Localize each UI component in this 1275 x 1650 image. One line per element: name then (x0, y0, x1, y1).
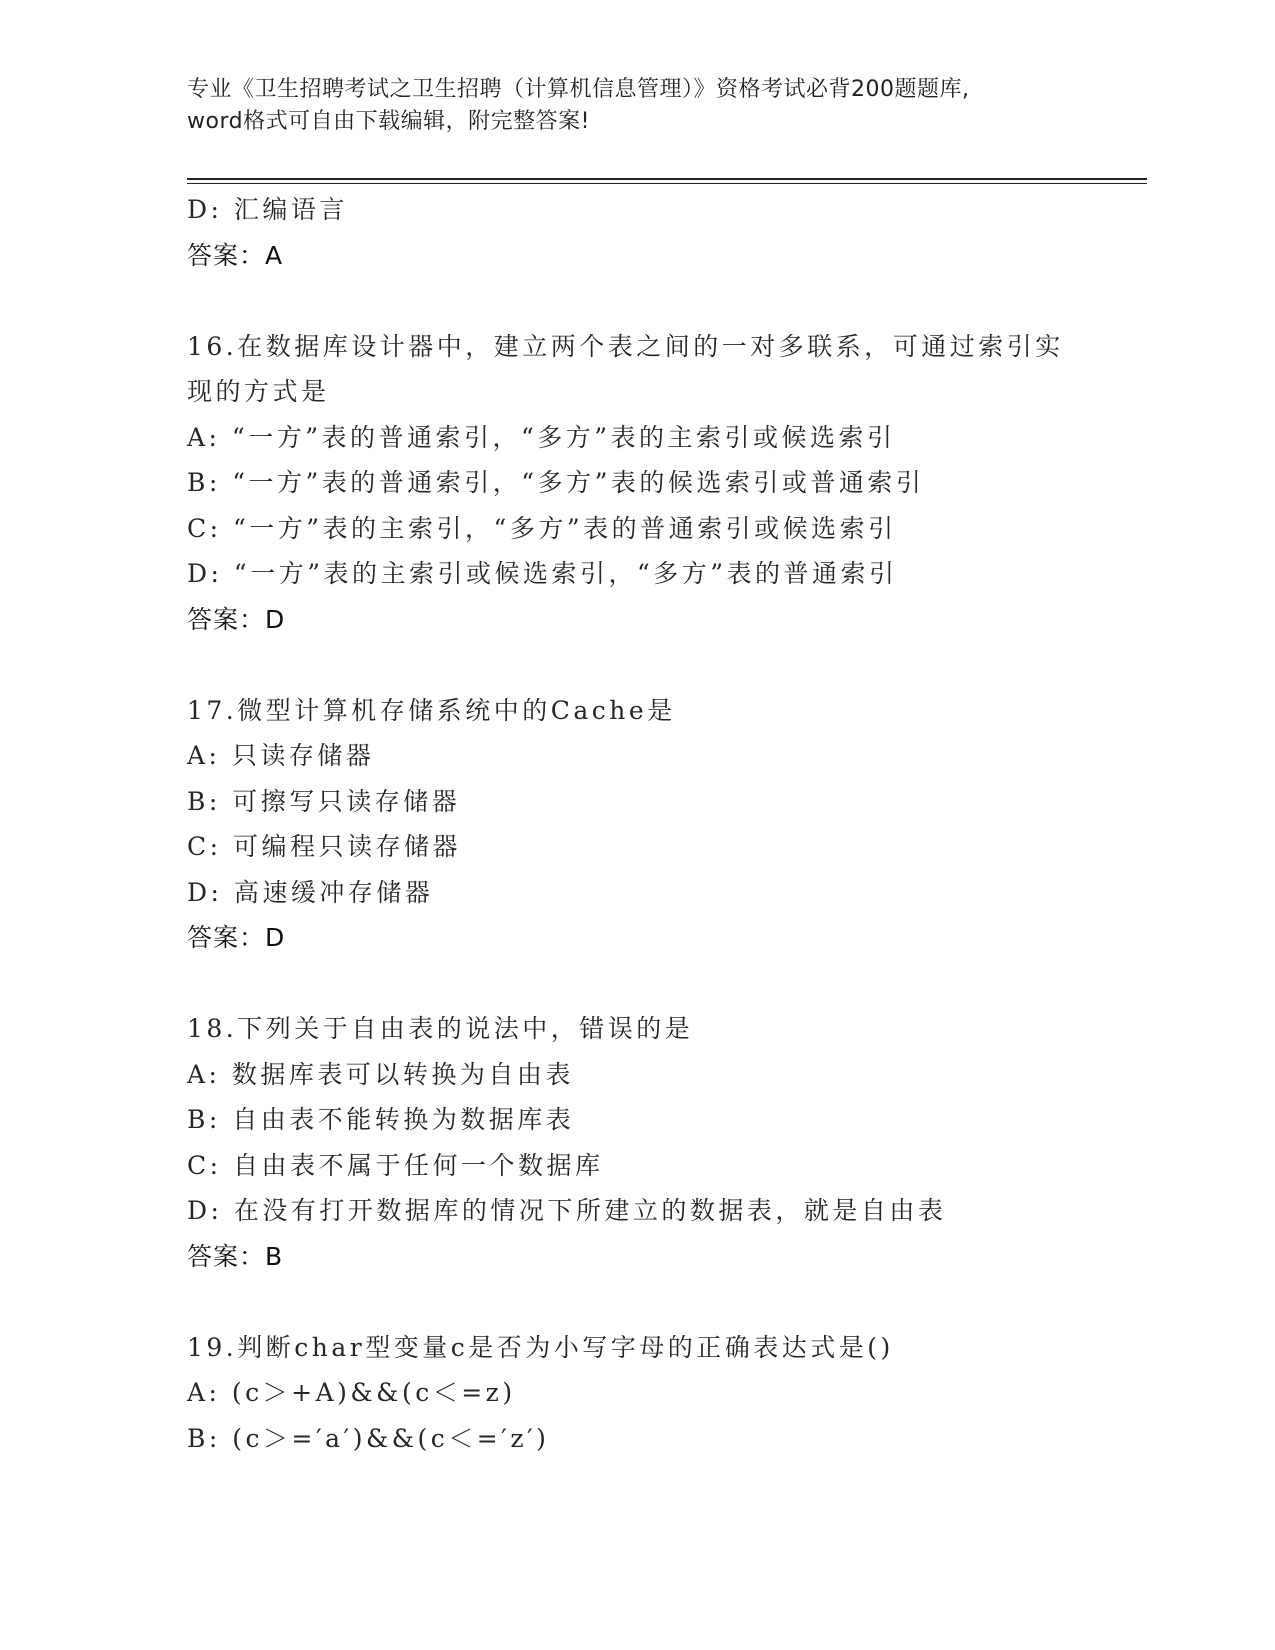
question-17 (187, 688, 1087, 961)
question-stem: 18.下列关于自由表的说法中，错误的是 (187, 1014, 694, 1043)
spacer (187, 278, 1087, 324)
question-18 (187, 1006, 1087, 1279)
question-stem-continued: 现的方式是 (187, 377, 330, 406)
option-c: C: 自由表不属于任何一个数据库 (187, 1150, 604, 1180)
spacer (187, 642, 1087, 688)
header-divider-thin (187, 183, 1147, 184)
question-19 (187, 1325, 1087, 1462)
option-d: D: 汇编语言 (187, 195, 348, 224)
header-title-line-2: word格式可自由下载编辑，附完整答案! (187, 109, 590, 134)
answer-line: 答案：D (187, 604, 286, 634)
question-stem: 16.在数据库设计器中，建立两个表之间的一对多联系，可通过索引实 (187, 331, 1064, 361)
answer-line: 答案：B (187, 1241, 284, 1271)
spacer (187, 961, 1087, 1007)
option-c: C: 可编程只读存储器 (187, 832, 461, 861)
option-a: A: (c＞+A)&&(c＜=z) (187, 1378, 516, 1407)
header-divider-thick (187, 178, 1147, 180)
option-b: B: 自由表不能转换为数据库表 (187, 1105, 575, 1134)
document-header (187, 74, 1067, 138)
option-c: C: “一方”表的主索引，“多方”表的普通索引或候选索引 (187, 513, 897, 543)
option-a: A: 数据库表可以转换为自由表 (187, 1059, 574, 1089)
header-title-line-1: 专业《卫生招聘考试之卫生招聘（计算机信息管理）》资格考试必背200题题库, (187, 77, 970, 102)
question-list (187, 187, 1087, 1461)
question-stem: 17.微型计算机存储系统中的Cache是 (187, 695, 676, 725)
option-a: A: “一方”表的普通索引，“多方”表的主索引或候选索引 (187, 422, 896, 452)
option-a: A: 只读存储器 (187, 741, 375, 770)
question-stem: 19.判断char型变量c是否为小写字母的正确表达式是() (187, 1332, 894, 1362)
option-b: B: “一方”表的普通索引，“多方”表的候选索引或普通索引 (187, 468, 925, 497)
option-b: B: 可擦写只读存储器 (187, 786, 461, 816)
option-d: D: “一方”表的主索引或候选索引，“多方”表的普通索引 (187, 559, 898, 588)
answer-line: 答案：A (187, 240, 284, 270)
answer-line: 答案：D (187, 923, 286, 952)
question-16 (187, 324, 1087, 643)
option-d: D: 高速缓冲存储器 (187, 877, 434, 907)
previous-question-tail (187, 187, 1087, 278)
option-b: B: (c＞=′a′)&&(c＜=′z′) (187, 1423, 550, 1453)
spacer (187, 1279, 1087, 1325)
option-d: D: 在没有打开数据库的情况下所建立的数据表，就是自由表 (187, 1196, 947, 1225)
